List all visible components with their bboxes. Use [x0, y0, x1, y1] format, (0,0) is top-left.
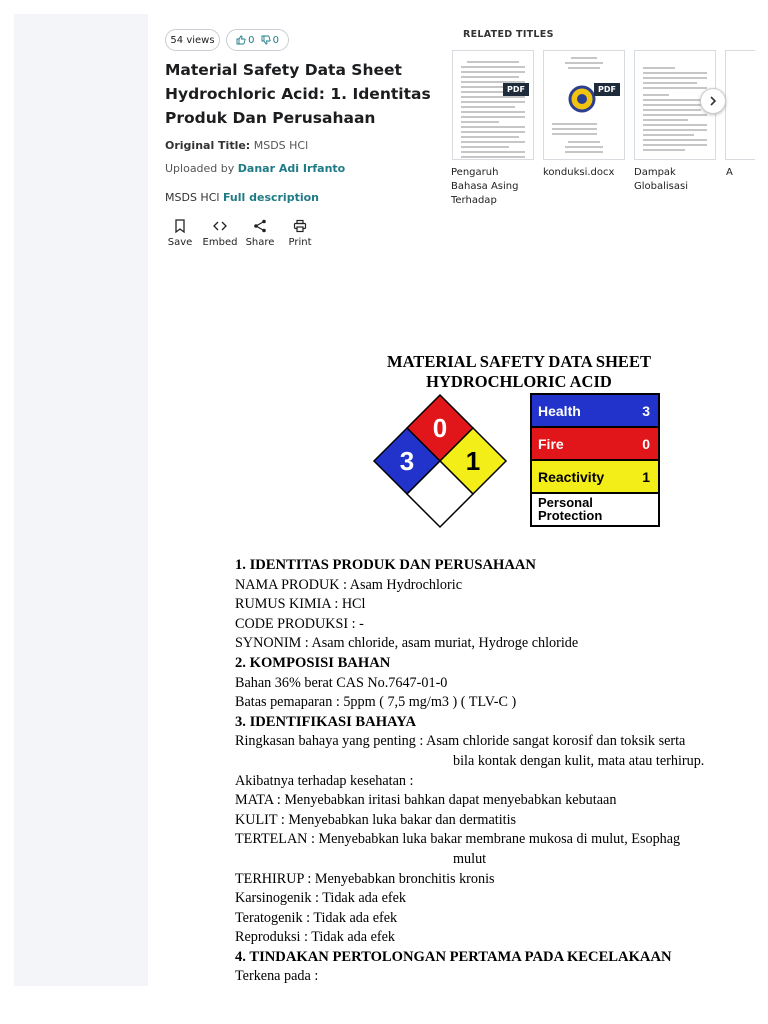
related-thumbnail-1[interactable]	[452, 50, 534, 160]
text-line: Akibatnya terhadap kesehatan :	[235, 772, 414, 789]
thumbs-down-icon	[261, 35, 271, 45]
original-title-value: MSDS HCl	[253, 139, 309, 152]
text-line: bila kontak dengan kulit, mata atau terhirup.	[453, 752, 705, 769]
university-logo-icon	[568, 85, 596, 113]
section-heading: 4. TINDAKAN PERTOLONGAN PERTAMA PADA KECELAKAAN	[235, 948, 672, 965]
print-label: Print	[288, 237, 312, 248]
related-thumbnail-4[interactable]	[725, 50, 755, 160]
text-line: TERTELAN : Menyebabkan luka bakar membrane mukosa di mulut, Esophag	[235, 831, 681, 848]
legend-health-label: Health	[538, 402, 581, 419]
like-count: 0	[248, 34, 255, 46]
views-badge	[165, 29, 220, 51]
pdf-badge: PDF	[594, 83, 620, 96]
hazard-legend	[530, 393, 660, 527]
thumbnail-preview-footer	[552, 123, 616, 156]
document-body	[235, 556, 760, 987]
embed-label: Embed	[202, 237, 238, 248]
text-line: RUMUS KIMIA : HCl	[235, 596, 366, 613]
left-sidebar	[14, 14, 148, 986]
thumbnail-preview	[552, 57, 616, 72]
msds-title	[360, 352, 678, 392]
legend-pp-line2: Protection	[538, 508, 603, 523]
related-label-3[interactable]: Dampak Globalisasi	[634, 167, 689, 192]
views-count: 54 views	[170, 34, 215, 46]
nfpa-health-value: 3	[399, 446, 415, 476]
related-titles-heading: RELATED TITLES	[463, 29, 554, 40]
share-label: Share	[245, 237, 275, 248]
print-icon	[293, 218, 307, 234]
related-next-button[interactable]	[700, 88, 726, 114]
legend-fire-label: Fire	[538, 435, 564, 452]
code-icon	[213, 218, 227, 234]
print-button[interactable]	[280, 218, 320, 248]
legend-reactivity-value: 1	[642, 468, 650, 485]
share-icon	[253, 218, 267, 234]
thumbnail-preview	[461, 61, 525, 160]
legend-fire-value: 0	[642, 435, 650, 452]
text-line: KULIT : Menyebabkan luka bakar dan dermatitis	[235, 811, 517, 828]
pdf-badge: PDF	[503, 83, 529, 96]
text-line: MATA : Menyebabkan iritasi bahkan dapat menyebabkan kebutaan	[235, 792, 617, 809]
nfpa-fire-value: 0	[432, 413, 448, 443]
text-line: SYNONIM : Asam chloride, asam muriat, Hydroge chloride	[235, 635, 579, 652]
legend-pp-row	[532, 494, 658, 524]
original-title-label: Original Title:	[165, 139, 251, 152]
legend-reactivity-row	[532, 461, 658, 494]
original-title	[165, 139, 308, 152]
description	[165, 191, 319, 204]
related-label-2[interactable]: konduksi.docx	[543, 167, 615, 178]
legend-health-value: 3	[642, 402, 650, 419]
uploaded-by	[165, 162, 345, 175]
text-line: Bahan 36% berat CAS No.7647-01-0	[235, 674, 448, 691]
msds-title-line1: MATERIAL SAFETY DATA SHEET	[387, 352, 651, 371]
share-button[interactable]	[240, 218, 280, 248]
embed-button[interactable]	[200, 218, 240, 248]
text-line: NAMA PRODUK : Asam Hydrochloric	[235, 576, 462, 593]
dislike-button[interactable]	[261, 35, 279, 46]
document-title: Material Safety Data Sheet Hydrochloric Acid: 1. Identitas Produk Dan Perusahaan	[165, 61, 431, 127]
vote-pill	[226, 29, 289, 51]
thumbnail-preview	[643, 67, 707, 154]
text-line: Ringkasan bahaya yang penting : Asam chloride sangat korosif dan toksik serta	[235, 733, 686, 750]
section-heading: 3. IDENTIFIKASI BAHAYA	[235, 713, 416, 730]
text-line: Karsinogenik : Tidak ada efek	[235, 890, 407, 907]
text-line: Teratogenik : Tidak ada efek	[235, 909, 398, 926]
legend-reactivity-label: Reactivity	[538, 468, 605, 485]
legend-pp-label	[538, 496, 602, 522]
text-line: Batas pemaparan : 5ppm ( 7,5 mg/m3 ) ( TLV-C )	[235, 694, 517, 711]
full-description-link[interactable]: Full description	[222, 191, 319, 204]
legend-pp-line1: Personal	[538, 495, 593, 510]
text-line: TERHIRUP : Menyebabkan bronchitis kronis	[235, 870, 495, 887]
text-line: CODE PRODUKSI : -	[235, 615, 364, 632]
bookmark-icon	[174, 218, 186, 234]
description-text: MSDS HCl	[165, 191, 220, 204]
legend-fire-row	[532, 428, 658, 461]
related-thumbnail-2[interactable]	[543, 50, 625, 160]
nfpa-diamond	[372, 393, 508, 529]
text-line: mulut	[453, 850, 487, 867]
related-label-1[interactable]: Pengaruh Bahasa Asing Terhadap	[451, 167, 519, 206]
text-line: Terkena pada :	[235, 968, 319, 985]
save-button[interactable]	[160, 218, 200, 248]
related-label-4[interactable]: A	[726, 167, 733, 178]
dislike-count: 0	[272, 34, 279, 46]
legend-health-row	[532, 395, 658, 428]
nfpa-reactivity-value: 1	[465, 446, 481, 476]
uploaded-by-label: Uploaded by	[165, 162, 235, 175]
thumbs-up-icon	[236, 35, 246, 45]
save-label: Save	[167, 237, 193, 248]
uploader-link[interactable]: Danar Adi Irfanto	[237, 162, 346, 175]
msds-title-line2: HYDROCHLORIC ACID	[426, 372, 612, 391]
action-bar	[160, 218, 320, 248]
text-line: Reproduksi : Tidak ada efek	[235, 929, 395, 946]
like-button[interactable]	[236, 35, 254, 46]
page-footer-space	[0, 986, 768, 1024]
chevron-right-icon	[708, 96, 718, 106]
section-heading: 1. IDENTITAS PRODUK DAN PERUSAHAAN	[235, 557, 536, 573]
section-heading: 2. KOMPOSISI BAHAN	[235, 654, 391, 671]
